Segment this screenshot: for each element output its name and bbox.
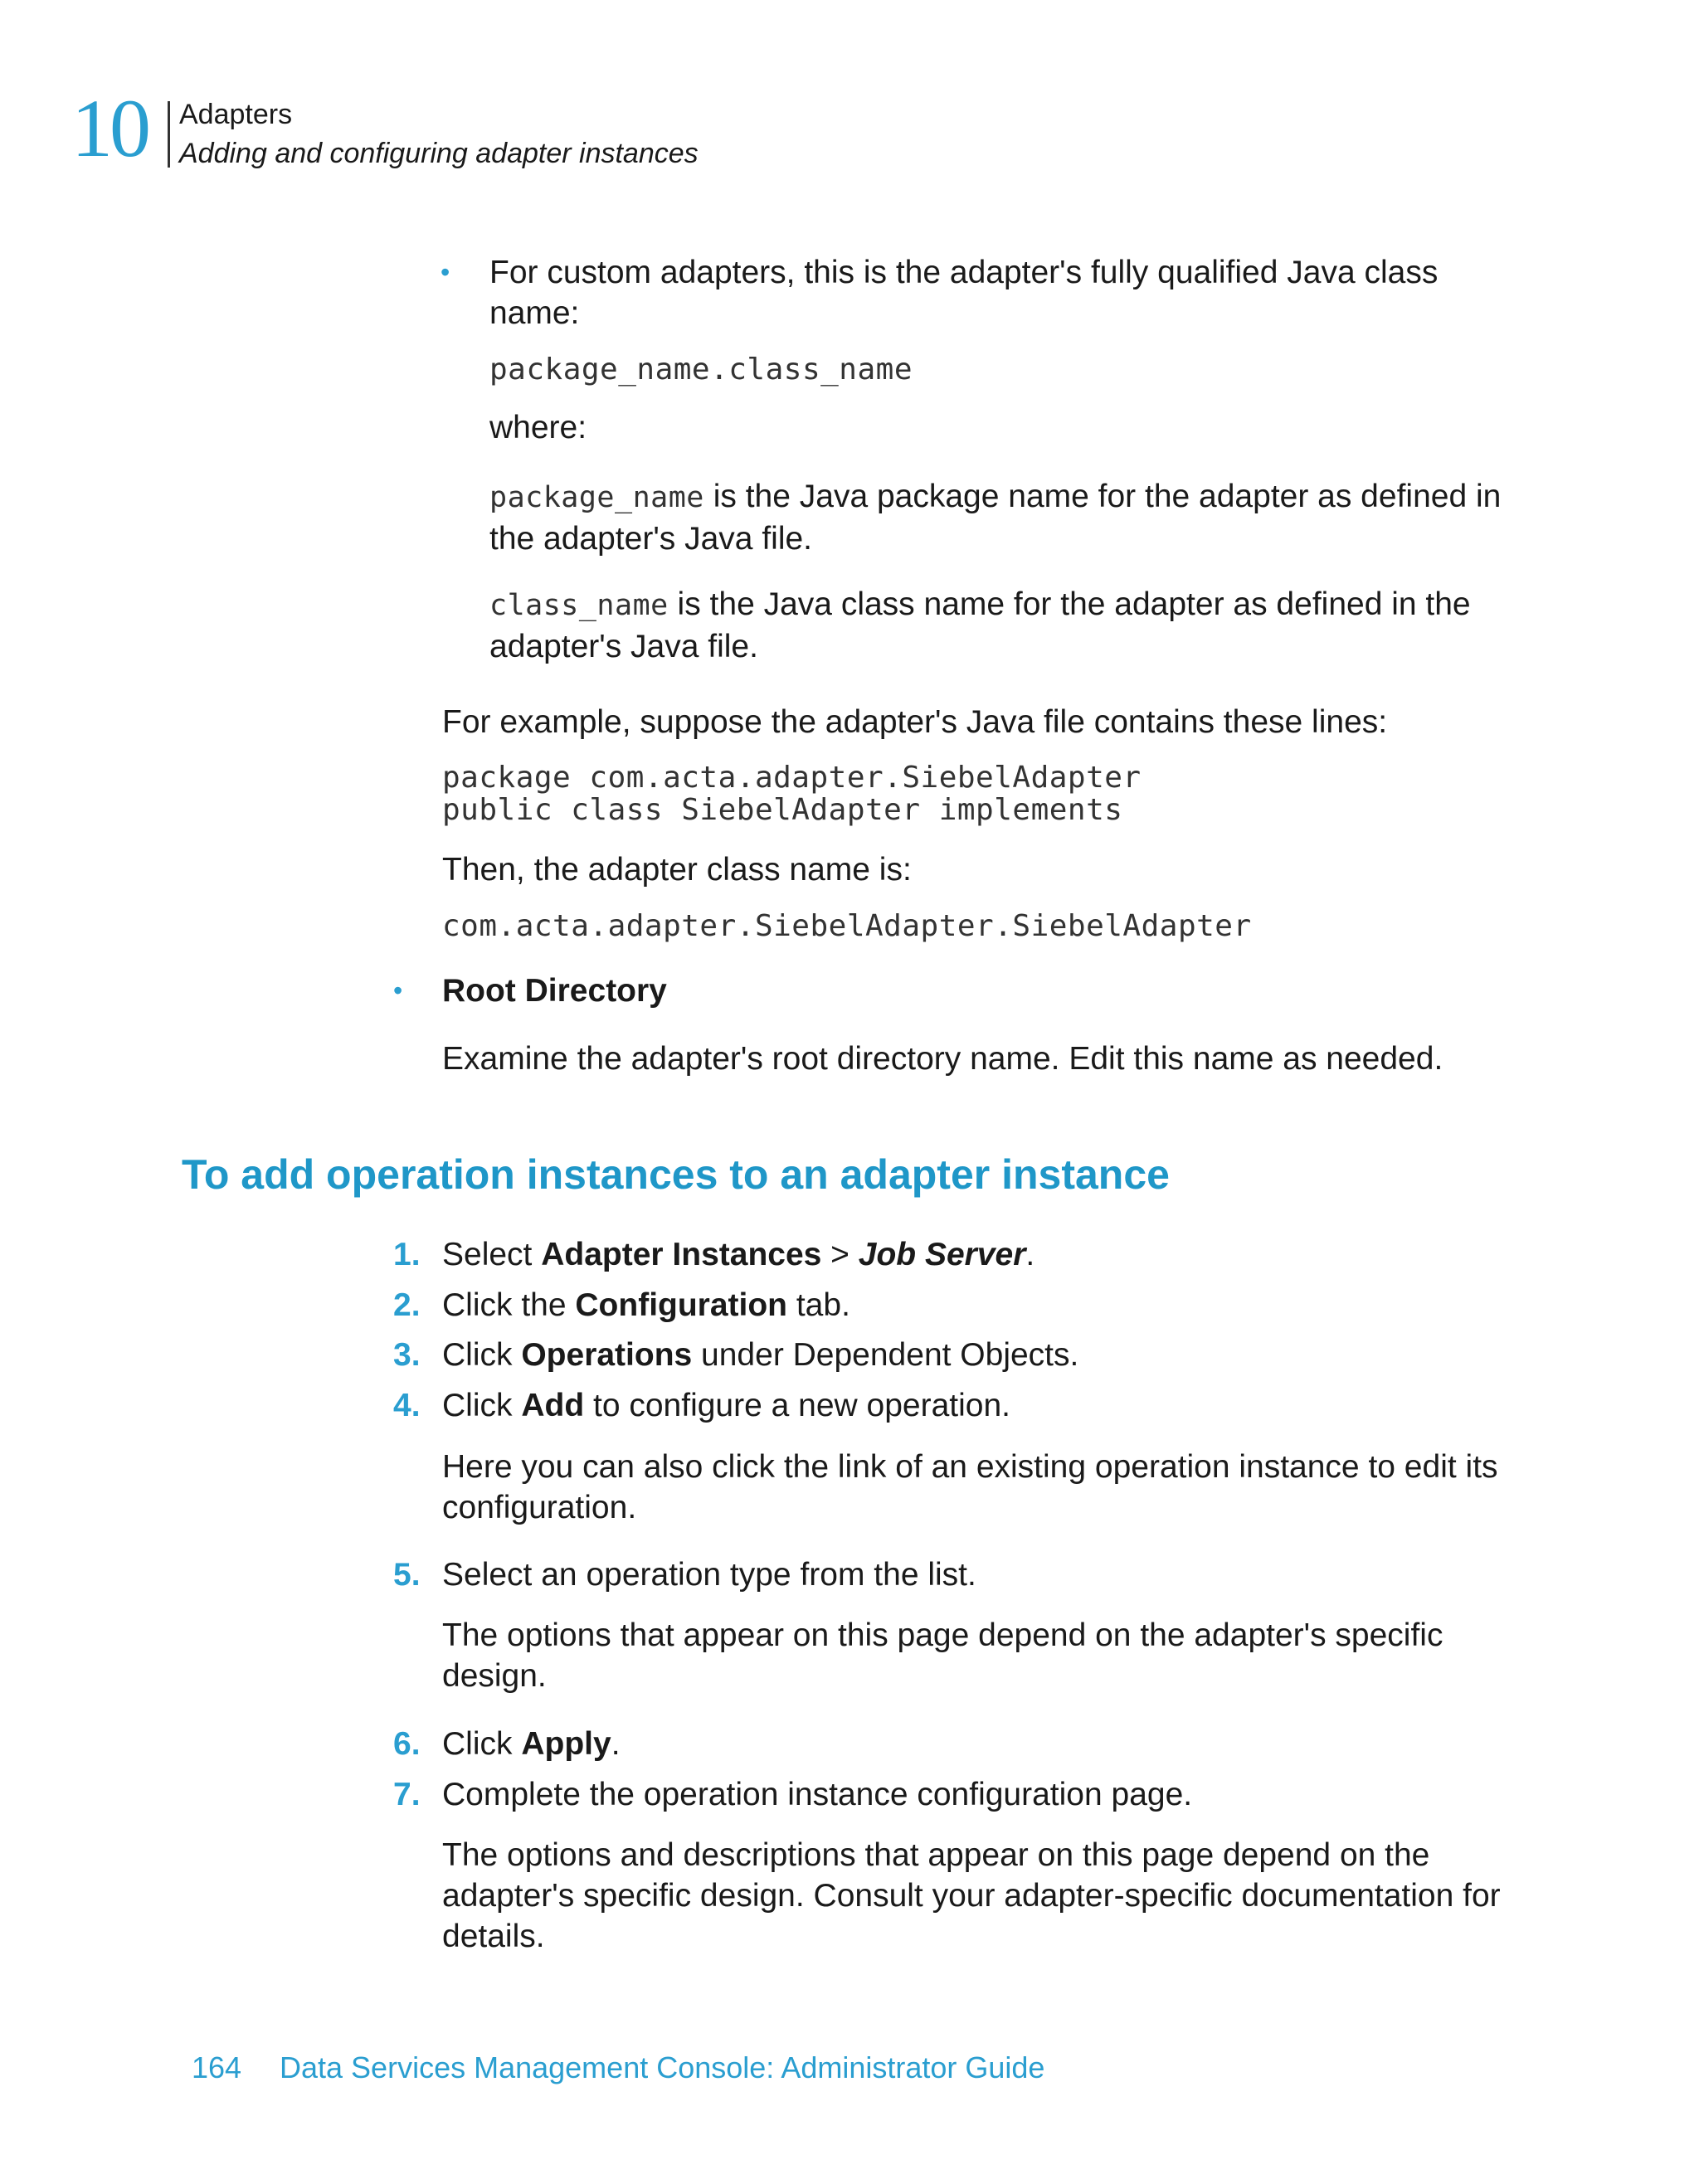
bullet-dot: • (393, 975, 403, 1005)
bullet-dot: • (441, 257, 450, 287)
package-name-desc: package_name is the Java package name for the adapter as defined in the adapter's Java file. (489, 479, 1502, 557)
step-number: 3. (393, 1337, 421, 1373)
procedure-heading: To add operation instances to an adapter instance (182, 1151, 1170, 1198)
root-directory-desc: Examine the adapter's root directory name. Edit this name as needed. (442, 1041, 1443, 1077)
class-name-code-inline: class_name (489, 589, 669, 622)
class-name-desc: class_name is the Java class name for the adapter as defined in the adapter's Java file. (489, 586, 1471, 664)
step-note: The options that appear on this page depend on the adapter's specific design. (442, 1617, 1443, 1694)
step-text: Click Add to configure a new operation. (442, 1388, 1010, 1423)
page-number: 164 (192, 2050, 242, 2084)
step-number: 4. (393, 1388, 421, 1423)
step-text: Click the Configuration tab. (442, 1287, 850, 1323)
example-then: Then, the adapter class name is: (442, 852, 912, 888)
chapter-title: Adapters (179, 99, 293, 130)
example-intro: For example, suppose the adapter's Java file contains these lines: (442, 704, 1388, 740)
step-note: Here you can also click the link of an existing operation instance to edit its configuration. (442, 1449, 1498, 1525)
header-divider (168, 101, 170, 168)
package-name-code: package_name (489, 481, 704, 514)
step-text: Complete the operation instance configuration page. (442, 1777, 1193, 1812)
class-name-code: package_name.class_name (489, 353, 913, 387)
step-text: Select an operation type from the list. (442, 1557, 976, 1593)
step-number: 5. (393, 1557, 421, 1593)
root-directory-label: Root Directory (442, 973, 667, 1009)
example-code-line-1: package com.acta.adapter.SiebelAdapter (442, 761, 1142, 795)
example-code-line-2: public class SiebelAdapter implements (442, 793, 1123, 827)
example-result-code: com.acta.adapter.SiebelAdapter.SiebelAdapter (442, 909, 1252, 943)
step-number: 2. (393, 1287, 421, 1323)
step-number: 6. (393, 1726, 421, 1762)
step-number: 7. (393, 1777, 421, 1812)
step-text: Click Apply. (442, 1726, 621, 1762)
section-title: Adding and configuring adapter instances (179, 138, 699, 169)
step-text: Click Operations under Dependent Objects. (442, 1337, 1079, 1373)
custom-adapters-text: For custom adapters, this is the adapter's fully qualified Java class name: (489, 255, 1439, 331)
step-text: Select Adapter Instances > Job Server. (442, 1237, 1035, 1272)
step-note: The options and descriptions that appear on this page depend on the adapter's specific design. Consult your adapter-specific documentation for details. (442, 1837, 1501, 1954)
chapter-number: 10 (71, 82, 148, 174)
where-label: where: (489, 410, 587, 445)
step-number: 1. (393, 1237, 421, 1272)
book-title: Data Services Management Console: Administrator Guide (280, 2050, 1045, 2084)
